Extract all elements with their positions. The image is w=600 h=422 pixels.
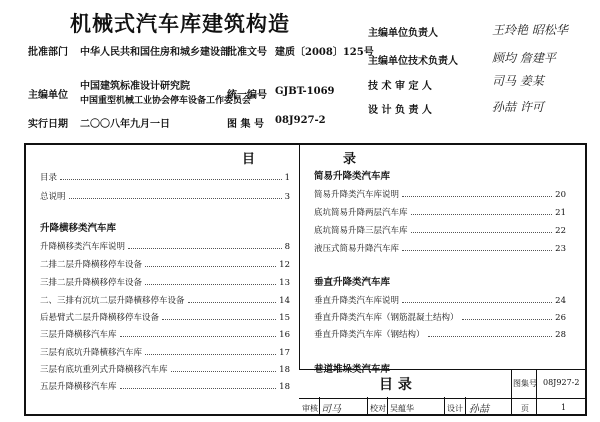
title-block-divider bbox=[319, 397, 320, 416]
signoff-role-4: 设 计 负 责 人 bbox=[368, 105, 432, 116]
toc-section-heading: 升降横移类汽车库 bbox=[40, 223, 117, 234]
document-title: 机械式汽车库建筑构造 bbox=[70, 12, 290, 36]
toc-entry: 三层升降横移汽车库 16 bbox=[40, 330, 290, 340]
effective-date-value: 二〇〇八年九月一日 bbox=[80, 119, 170, 130]
toc-entry: 升降横移类汽车库说明 8 bbox=[40, 242, 290, 252]
sheet-title: 目 录 bbox=[379, 377, 412, 393]
title-block-divider bbox=[511, 369, 512, 416]
toc-section-heading: 垂直升降类汽车库 bbox=[314, 277, 391, 288]
effective-date-label: 实行日期 bbox=[28, 119, 68, 130]
signoff-role-1: 主编单位负责人 bbox=[368, 28, 438, 39]
toc-heading-right: 录 bbox=[343, 152, 357, 167]
signature-2: 顾均 詹建平 bbox=[492, 51, 556, 65]
toc-column-divider bbox=[299, 145, 300, 369]
toc-entry: 三排二层升降横移停车设备 13 bbox=[40, 278, 290, 288]
toc-entry: 液压式简易升降汽车库 23 bbox=[314, 244, 566, 254]
atlas-no-label: 图 集 号 bbox=[227, 119, 264, 130]
approval-no-value: 建质〔2008〕125号 bbox=[275, 47, 374, 58]
toc-entry: 三层有底坑重列式升降横移汽车库 18 bbox=[40, 365, 290, 375]
approval-dept-label: 批准部门 bbox=[28, 47, 68, 58]
chief-unit-line2: 中国重型机械工业协会停车设备工作委员会 bbox=[80, 96, 252, 106]
unified-no-value: GJBT-1069 bbox=[275, 86, 335, 97]
toc-entry: 垂直升降类汽车库（钢筋混凝土结构） 26 bbox=[314, 313, 566, 323]
review-label: 审核 bbox=[302, 404, 318, 413]
approval-no-label: 批准文号 bbox=[227, 47, 267, 58]
unified-no-label: 统一编号 bbox=[227, 90, 267, 101]
chief-unit-line1: 中国建筑标准设计研究院 bbox=[80, 81, 190, 92]
toc-entry: 垂直升降类汽车库（钢结构） 28 bbox=[314, 330, 566, 340]
toc-entry: 后悬臂式二层升降横移停车设备 15 bbox=[40, 313, 290, 323]
design-label: 设计 bbox=[447, 404, 463, 413]
check-name: 吴蕴华 bbox=[390, 404, 414, 413]
toc-section-heading: 简易升降类汽车库 bbox=[314, 171, 391, 182]
chief-unit-label: 主编单位 bbox=[28, 90, 68, 101]
toc-entry: 二排二层升降横移停车设备 12 bbox=[40, 260, 290, 270]
page-label: 页 bbox=[521, 404, 529, 413]
design-name: 孙喆 bbox=[469, 404, 489, 415]
atlas-label: 图集号 bbox=[513, 379, 537, 388]
signature-3: 司马 姜某 bbox=[492, 74, 544, 88]
page-value: 1 bbox=[561, 403, 567, 412]
review-name: 司马 bbox=[321, 404, 341, 415]
toc-entry: 垂直升降类汽车库说明 24 bbox=[314, 296, 566, 306]
toc-entry: 二、三排有沉坑二层升降横移停车设备 14 bbox=[40, 296, 290, 306]
title-block-divider bbox=[387, 397, 388, 416]
toc-entry: 底坑简易升降两层汽车库 21 bbox=[314, 208, 566, 218]
signoff-role-3: 技 术 审 定 人 bbox=[368, 81, 432, 92]
title-block bbox=[299, 369, 587, 416]
toc-entry: 三层有底坑升降横移汽车库 17 bbox=[40, 348, 290, 358]
signature-1: 王玲艳 昭松华 bbox=[492, 23, 568, 37]
toc-entry: 总说明 3 bbox=[40, 192, 290, 202]
toc-heading-left: 目 bbox=[242, 152, 256, 167]
title-block-divider bbox=[367, 397, 368, 416]
atlas-value: 08J927-2 bbox=[543, 378, 580, 387]
atlas-no-value: 08J927-2 bbox=[275, 115, 326, 126]
toc-entry: 目录 1 bbox=[40, 173, 290, 183]
signoff-role-2: 主编单位技术负责人 bbox=[368, 56, 458, 67]
signature-4: 孙喆 许可 bbox=[492, 100, 544, 114]
toc-entry: 底坑简易升降三层汽车库 22 bbox=[314, 226, 566, 236]
title-block-divider bbox=[444, 397, 445, 416]
title-block-divider bbox=[465, 397, 466, 416]
approval-dept-value: 中华人民共和国住房和城乡建设部 bbox=[80, 47, 230, 58]
check-label: 校对 bbox=[370, 404, 386, 413]
toc-entry: 五层升降横移汽车库 18 bbox=[40, 382, 290, 392]
toc-section-heading: 巷道堆垛类汽车库 bbox=[314, 364, 391, 375]
toc-entry: 简易升降类汽车库说明 20 bbox=[314, 190, 566, 200]
title-block-divider bbox=[536, 369, 537, 416]
